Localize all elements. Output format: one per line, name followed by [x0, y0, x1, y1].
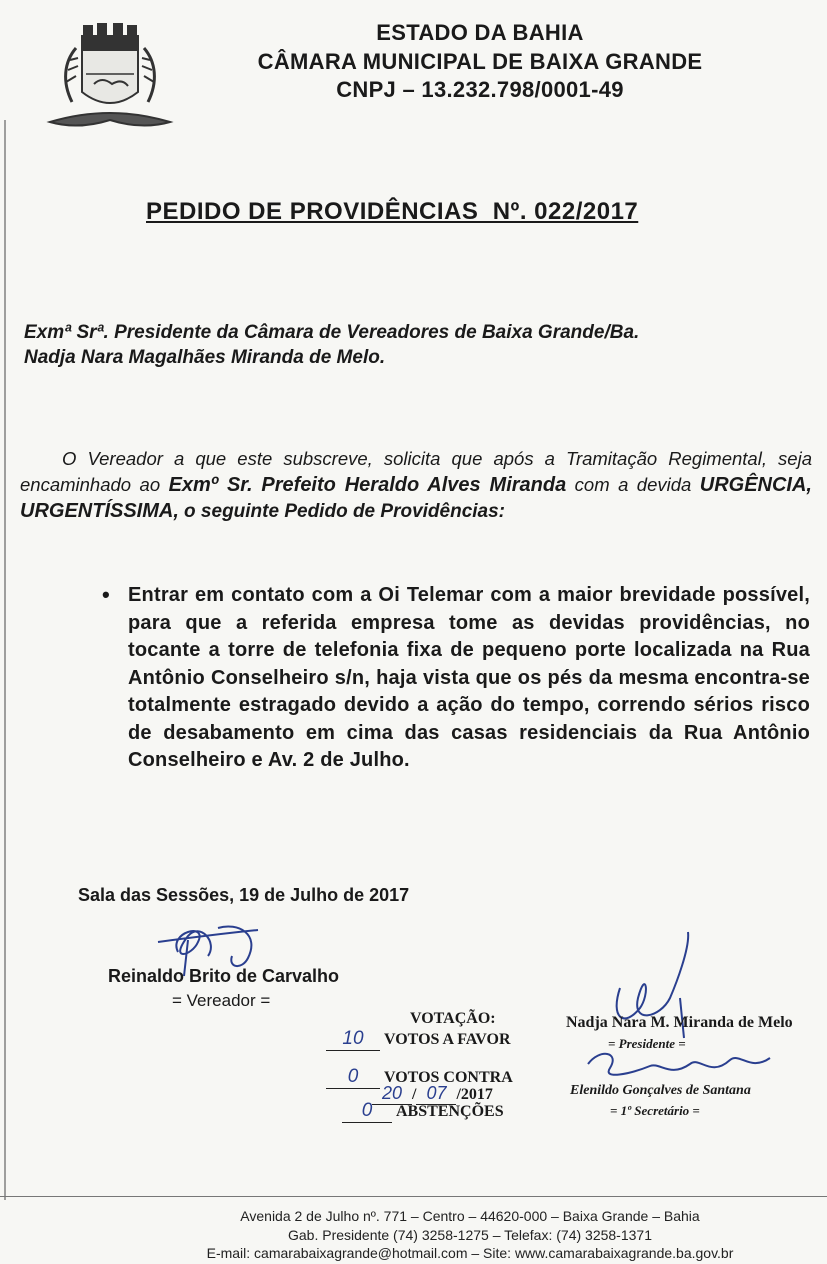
margin-line: [4, 120, 6, 1200]
addressee-line-1: Exmª Srª. Presidente da Câmara de Vereadores de Baixa Grande/Ba.: [24, 322, 640, 343]
voting-date-year: /2017: [456, 1086, 493, 1103]
councilor-role: = Vereador =: [172, 991, 271, 1010]
votes-against-label: VOTOS CONTRA: [384, 1069, 513, 1086]
footer-contact: E-mail: camarabaixagrande@hotmail.com – Site: www.camarabaixagrande.ba.gov.br: [206, 1245, 734, 1261]
bullet-marker: •: [102, 582, 110, 607]
voting-date-separator: /: [412, 1086, 417, 1103]
footer-address: Avenida 2 de Julho nº. 771 – Centro – 44620-000 – Baixa Grande – Bahia: [240, 1208, 700, 1224]
abstentions-row: [342, 1100, 504, 1123]
votes-favor-count: 10: [326, 1028, 380, 1051]
urgency-text: URGÊNCIA, URGENTÍSSIMA,: [20, 474, 812, 522]
header-state: ESTADO DA BAHIA: [376, 20, 584, 45]
footer-divider: [0, 1196, 827, 1197]
recipient-name: Exmº Sr. Prefeito Heraldo Alves Miranda: [168, 474, 567, 496]
votes-favor-row: [326, 1028, 511, 1051]
request-item: Entrar em contato com a Oi Telemar com a maior brevidade possível, para que a referida empresa tome as devidas providências, no tocante a torre de telefonia fixa de pequeno porte localizada na Rua Antônio Conselheiro s/n, haja vista que os pés da mesma encontra-se totalmente estragado devido a ação do tempo, correndo sérios risco de desabamento em cima das casas residenciais da Rua Antônio Conselheiro e Av. 2 de Julho.: [128, 584, 810, 771]
footer-phones: Gab. Presidente (74) 3258-1275 – Telefax: (74) 3258-1371: [288, 1227, 652, 1243]
president-name: Nadja Nara M. Miranda de Melo: [566, 1014, 793, 1031]
votes-favor-label: VOTOS A FAVOR: [384, 1031, 511, 1048]
paragraph-intro: O Vereador a que este subscreve, solicita que após a Tramitação Regimental, seja encaminhado ao: [20, 448, 812, 495]
voting-title: VOTAÇÃO:: [410, 1010, 496, 1027]
councilor-name: Reinaldo Brito de Carvalho: [108, 966, 340, 986]
municipal-coat-of-arms: [42, 22, 178, 134]
document-title: PEDIDO DE PROVIDÊNCIAS Nº. 022/2017: [146, 198, 639, 225]
voting-date-month: 07: [416, 1083, 456, 1105]
abstentions-count: 0: [342, 1100, 392, 1123]
addressee-line-2: Nadja Nara Magalhães Miranda de Melo.: [24, 347, 386, 368]
secretary-role: = 1º Secretário =: [610, 1103, 700, 1118]
secretary-name: Elenildo Gonçalves de Santana: [570, 1083, 751, 1098]
header-chamber: CÂMARA MUNICIPAL DE BAIXA GRANDE: [257, 49, 703, 74]
abstentions-label: ABSTENÇÕES: [396, 1103, 504, 1120]
request-paragraph: [20, 446, 812, 525]
session-date: Sala das Sessões, 19 de Julho de 2017: [78, 885, 410, 905]
paragraph-end: o seguinte Pedido de Providências:: [184, 501, 506, 522]
header-cnpj: CNPJ – 13.232.798/0001-49: [336, 77, 624, 102]
paragraph-middle: com a devida: [574, 474, 692, 495]
votes-against-count: 0: [326, 1066, 380, 1089]
president-role: = Presidente =: [608, 1036, 686, 1051]
voting-date-day: 20: [372, 1083, 412, 1105]
